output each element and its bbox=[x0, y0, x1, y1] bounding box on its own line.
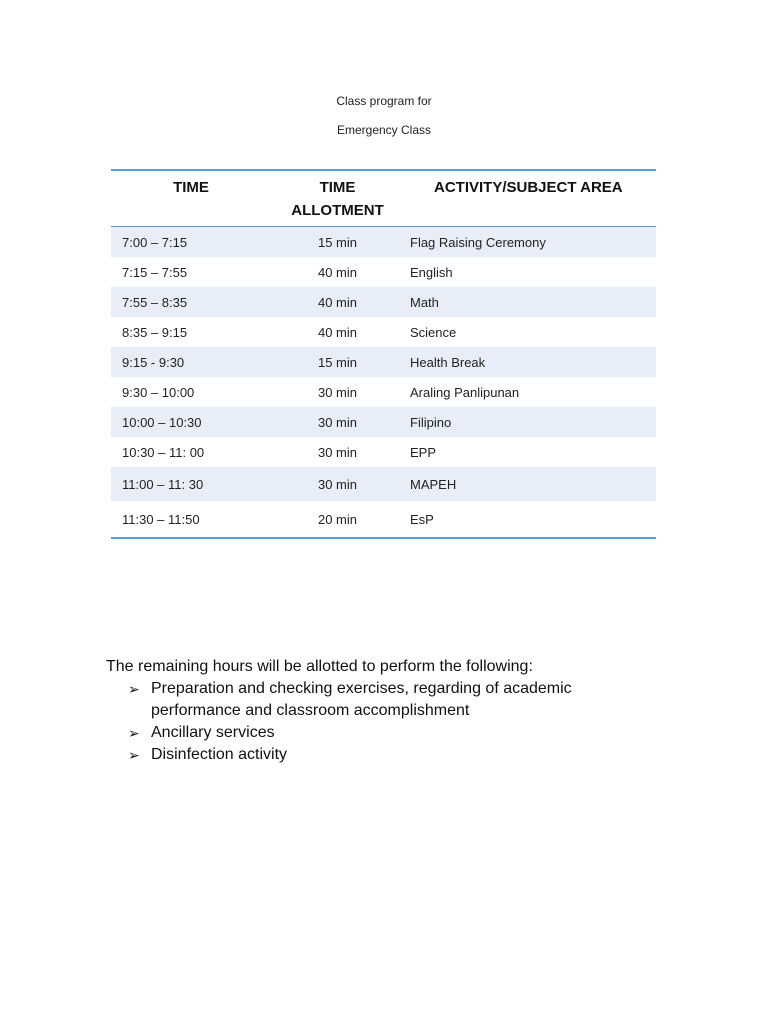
note-intro: The remaining hours will be allotted to perform the following: bbox=[106, 658, 533, 675]
cell-activity: MAPEH bbox=[404, 467, 656, 501]
table-row bbox=[111, 257, 656, 287]
cell-allotment: 40 min bbox=[271, 287, 404, 317]
cell-allotment: 30 min bbox=[317, 384, 358, 400]
cell-time: 7:15 – 7:55 bbox=[122, 264, 188, 280]
cell-activity: English bbox=[410, 264, 453, 280]
cell-activity: EPP bbox=[410, 444, 437, 460]
table-row bbox=[111, 407, 656, 437]
table-row bbox=[111, 501, 656, 538]
table-header-row bbox=[111, 170, 656, 227]
cell-time: 9:15 - 9:30 bbox=[111, 347, 271, 377]
table-row bbox=[111, 317, 656, 347]
table-row bbox=[111, 227, 656, 258]
cell-activity: Math bbox=[404, 287, 656, 317]
cell-time: 11:30 – 11:50 bbox=[122, 511, 200, 527]
arrowhead-bullet-icon: ➢ bbox=[128, 747, 140, 763]
cell-allotment: 30 min bbox=[271, 407, 404, 437]
cell-allotment: 40 min bbox=[317, 264, 358, 280]
table-row bbox=[111, 347, 656, 377]
cell-time: 7:00 – 7:15 bbox=[111, 227, 271, 258]
cell-time: 8:35 – 9:15 bbox=[122, 324, 188, 340]
list-item bbox=[128, 722, 626, 744]
class-schedule-table bbox=[111, 169, 656, 539]
table-row bbox=[111, 437, 656, 467]
arrowhead-bullet-icon: ➢ bbox=[128, 681, 140, 697]
list-item bbox=[128, 678, 626, 722]
list-item-text: Disinfection activity bbox=[151, 746, 288, 763]
note-list bbox=[106, 678, 626, 766]
cell-allotment: 30 min bbox=[317, 444, 358, 460]
list-item bbox=[128, 744, 626, 766]
list-item-text: Preparation and checking exercises, regarding of academic performance and classroom accomplishment bbox=[151, 680, 572, 719]
cell-activity: Health Break bbox=[404, 347, 656, 377]
cell-activity: EsP bbox=[410, 511, 434, 527]
column-header-activity: ACTIVITY/SUBJECT AREA bbox=[404, 170, 656, 227]
cell-allotment: 15 min bbox=[271, 347, 404, 377]
table-row bbox=[111, 377, 656, 407]
column-header-time: TIME bbox=[111, 170, 271, 227]
cell-activity: Science bbox=[410, 324, 457, 340]
cell-activity: Flag Raising Ceremony bbox=[404, 227, 656, 258]
document-title-line-1: Class program for bbox=[336, 94, 432, 108]
document-title-line-2: Emergency Class bbox=[336, 123, 432, 137]
cell-time: 7:55 – 8:35 bbox=[111, 287, 271, 317]
arrowhead-bullet-icon: ➢ bbox=[128, 725, 140, 741]
cell-allotment: 30 min bbox=[271, 467, 404, 501]
cell-time: 10:30 – 11: 00 bbox=[122, 444, 205, 460]
cell-time: 11:00 – 11: 30 bbox=[111, 467, 271, 501]
column-header-time-allotment: TIME ALLOTMENT bbox=[271, 170, 404, 227]
cell-activity: Filipino bbox=[404, 407, 656, 437]
cell-time: 9:30 – 10:00 bbox=[122, 384, 195, 400]
cell-allotment: 15 min bbox=[271, 227, 404, 258]
list-item-text: Ancillary services bbox=[151, 724, 275, 741]
cell-allotment: 20 min bbox=[317, 511, 358, 527]
remaining-hours-note bbox=[106, 656, 626, 766]
cell-time: 10:00 – 10:30 bbox=[111, 407, 271, 437]
table-row bbox=[111, 467, 656, 501]
table-row bbox=[111, 287, 656, 317]
cell-allotment: 40 min bbox=[317, 324, 358, 340]
cell-activity: Araling Panlipunan bbox=[410, 384, 520, 400]
